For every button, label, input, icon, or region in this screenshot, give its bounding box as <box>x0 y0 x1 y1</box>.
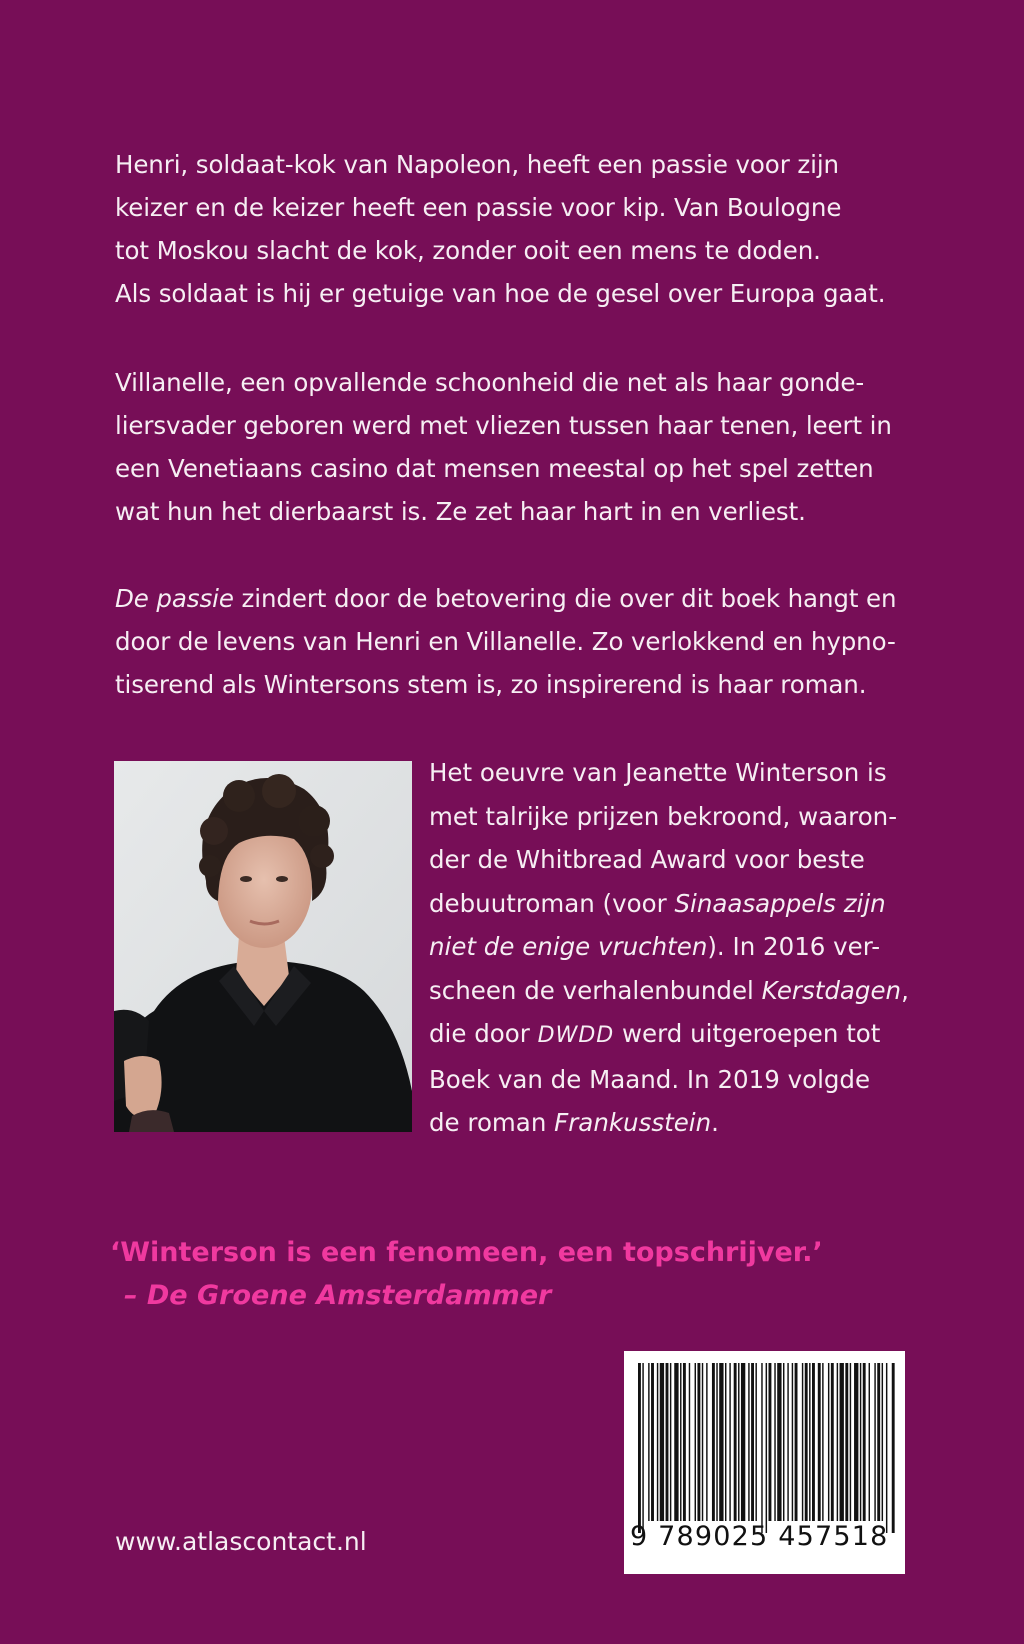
barcode-bar <box>751 1363 754 1521</box>
barcode-bar <box>840 1363 844 1521</box>
text-segment: . <box>711 1108 719 1137</box>
text-segment: , <box>901 975 909 1005</box>
text-line: keizer en de keizer heeft een passie voor kip. Van Boulogne <box>115 193 842 222</box>
barcode-bar <box>828 1363 829 1521</box>
barcode-bar <box>755 1363 756 1521</box>
barcode-bar <box>850 1363 851 1521</box>
text-segment: scheen de verhalenbundel <box>429 975 762 1005</box>
text-line <box>429 1101 929 1145</box>
barcode-bar <box>734 1363 737 1521</box>
text-line: met talrijke prijzen bekroond, waaron- <box>429 801 898 831</box>
barcode-bar <box>716 1363 717 1521</box>
barcode-bar <box>860 1363 861 1521</box>
book-title-italic: Kerstdagen <box>761 975 902 1005</box>
isbn-digits: 9 789025 457518 <box>630 1521 889 1552</box>
barcode-bar <box>874 1363 875 1521</box>
text-line: door de levens van Henri en Villanelle. Zo verlokkend en hypno- <box>115 627 896 656</box>
quote-source: – De Groene Amsterdammer <box>124 1280 552 1311</box>
show-name-italic: DWDD <box>537 1023 615 1048</box>
barcode-bar <box>651 1363 654 1521</box>
barcode-bar <box>695 1363 696 1521</box>
quote-text: ‘Winterson is een fenomeen, een topschrijver.’ <box>110 1237 823 1268</box>
text-line: een Venetiaans casino dat mensen meestal op het spel zetten <box>115 454 874 483</box>
barcode-bar <box>822 1363 823 1521</box>
barcode-bar <box>831 1363 834 1521</box>
barcode-bar <box>854 1363 858 1521</box>
text-line: tiserend als Wintersons stem is, zo inspirerend is haar roman. <box>115 670 867 699</box>
text-line <box>429 969 929 1013</box>
barcode-bar <box>774 1363 775 1521</box>
text-line: Henri, soldaat-kok van Napoleon, heeft een passie voor zijn <box>115 150 839 179</box>
text-line: liersvader geboren werd met vliezen tussen haar tenen, leert in <box>115 411 892 440</box>
barcode-bar <box>809 1363 810 1521</box>
barcode-bar <box>642 1363 643 1533</box>
text-line: tot Moskou slacht de kok, zonder ooit een mens te doden. <box>115 236 821 265</box>
barcode-bar <box>697 1363 700 1521</box>
text-line: wat hun het dierbaarst is. Ze zet haar hart in en verliest. <box>115 497 806 526</box>
author-bio <box>429 751 929 1145</box>
barcode-bar <box>729 1363 730 1521</box>
barcode-bar <box>882 1363 883 1521</box>
barcode-bar <box>648 1363 649 1521</box>
barcode-bar <box>886 1363 887 1533</box>
barcode-bar <box>689 1363 690 1521</box>
text-line: Villanelle, een opvallende schoonheid die net als haar gonde- <box>115 368 865 397</box>
barcode-bar <box>761 1363 762 1533</box>
book-title-italic: Sinaasappels zijn <box>674 888 886 918</box>
author-photo <box>114 761 412 1132</box>
barcode-bar <box>674 1363 678 1521</box>
barcode-bar <box>869 1363 870 1521</box>
text-segment: de roman <box>429 1108 555 1137</box>
text-line: der de Whitbread Award voor beste <box>429 845 865 874</box>
barcode-bar <box>795 1363 798 1521</box>
text-segment: ). In 2016 ver- <box>707 932 881 961</box>
barcode-bar <box>777 1363 781 1521</box>
barcode-bar <box>660 1363 664 1521</box>
barcode-bar <box>892 1363 895 1533</box>
publisher-website: www.atlascontact.nl <box>115 1527 367 1556</box>
text-line: Het oeuvre van Jeanette Winterson is <box>429 758 887 787</box>
barcode-bar <box>748 1363 749 1521</box>
barcode-bar <box>812 1363 815 1521</box>
barcode-bar <box>683 1363 686 1521</box>
text-line <box>429 882 929 926</box>
text-segment: werd uitgeroepen tot <box>614 1019 881 1048</box>
text-line <box>429 925 929 969</box>
barcode-bar <box>702 1363 703 1521</box>
text-segment: zindert door de betovering die over dit boek hangt en <box>233 584 897 613</box>
barcode-bar <box>783 1363 784 1521</box>
text-line <box>115 577 915 620</box>
text-line: Boek van de Maand. In 2019 volgde <box>429 1064 871 1094</box>
barcode-bar <box>863 1363 866 1521</box>
text-line: Als soldaat is hij er getuige van hoe de gesel over Europa gaat. <box>115 279 886 308</box>
barcode-bar <box>792 1363 793 1521</box>
barcode-bar <box>666 1363 669 1521</box>
blurb-paragraph-summary <box>115 577 915 706</box>
book-title-italic: Frankusstein <box>554 1108 712 1137</box>
barcode-bar <box>802 1363 803 1521</box>
barcode-bar <box>805 1363 808 1521</box>
barcode-bar <box>877 1363 880 1521</box>
text-segment: die door <box>429 1019 538 1048</box>
barcode-bar <box>787 1363 788 1521</box>
barcode-bar <box>706 1363 707 1521</box>
barcode-bar <box>680 1363 681 1521</box>
barcode-bar <box>741 1363 745 1521</box>
blurb-paragraph-henri <box>115 143 915 315</box>
book-title-italic: De passie <box>115 584 234 613</box>
barcode-bar <box>769 1363 772 1521</box>
barcode-bar <box>766 1363 767 1533</box>
barcode-bar <box>638 1363 641 1533</box>
barcode-bar <box>657 1363 658 1521</box>
barcode-bar <box>845 1363 848 1521</box>
barcode-bar <box>719 1363 723 1521</box>
barcode-bar <box>712 1363 715 1521</box>
text-line <box>429 1012 929 1058</box>
text-segment: debuutroman (voor <box>429 888 675 918</box>
barcode-bar <box>837 1363 838 1521</box>
barcode-bar <box>738 1363 739 1521</box>
book-title-italic: niet de enige vruchten <box>429 932 708 961</box>
barcode-bar <box>725 1363 726 1521</box>
blurb-paragraph-villanelle <box>115 361 915 533</box>
barcode-bar <box>818 1363 821 1521</box>
isbn-barcode <box>624 1351 905 1574</box>
barcode-bar <box>670 1363 671 1521</box>
press-quote <box>110 1231 910 1317</box>
